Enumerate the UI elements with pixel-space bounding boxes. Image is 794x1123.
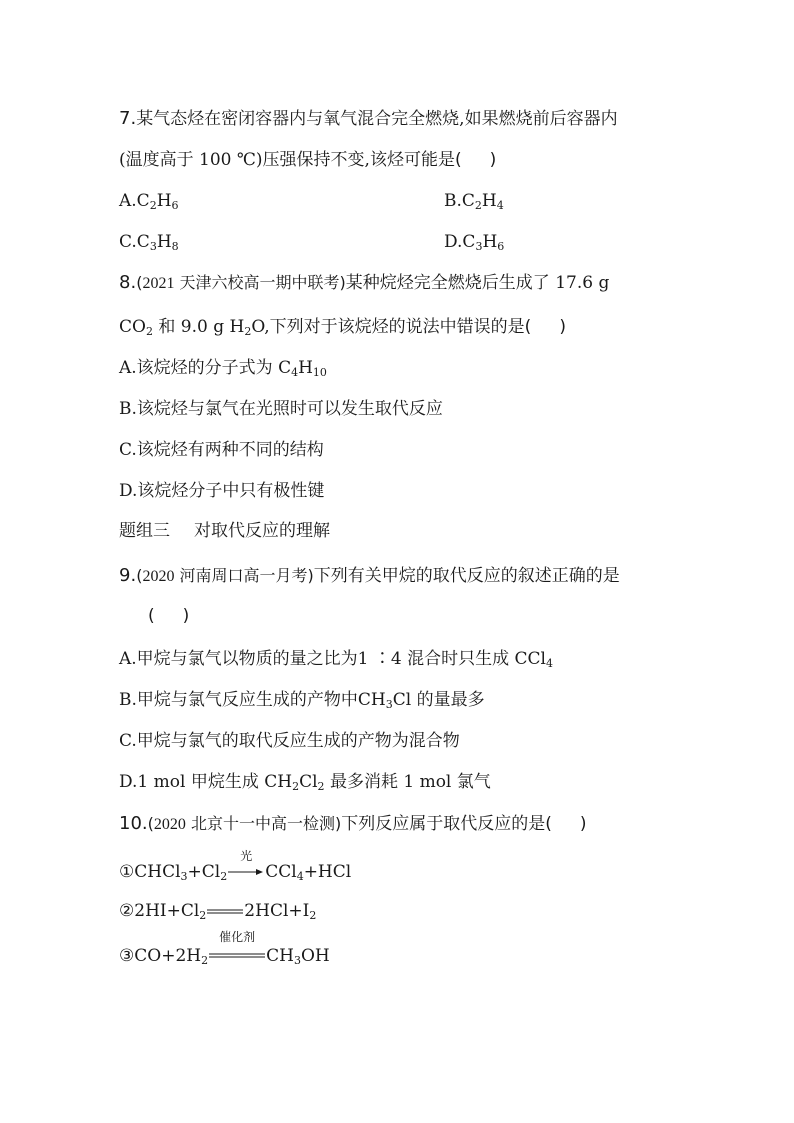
q7-stem-text2: (温度高于 100 ℃)压强保持不变,该烃可能是: [119, 150, 455, 170]
q8-stem-text1: 某种烷烃完全燃烧后生成了 17.6 g: [345, 273, 610, 293]
q7-option-b: $B.C_2H_4$: [444, 191, 504, 212]
q9-source: (2020 河南周口高一月考): [136, 566, 314, 585]
answer-paren-close: ): [559, 317, 566, 337]
reaction-2-right: $2HCl+I_2$: [244, 901, 317, 922]
q9-option-b: B.甲烷与氯气反应生成的产物中$CH_3Cl$ 的量最多: [119, 690, 485, 711]
q8-number: 8.: [119, 272, 137, 293]
reaction-1-right: CCl$_4$+HCl: [265, 862, 352, 883]
reaction-1-left: $CHCl_3+Cl_2$: [134, 862, 228, 883]
q7-option-d: $D.C_3H_6$: [444, 232, 505, 253]
q9-option-d: D.1 mol 甲烷生成 $CH_2Cl_2$ 最多消耗 1 mol 氯气: [119, 772, 491, 793]
answer-paren-open: (: [454, 150, 462, 170]
reaction-3-marker: ③: [119, 946, 135, 966]
group-heading: [119, 520, 330, 542]
q7-stem-line2: [119, 149, 496, 171]
q8-option-b: B.该烷烃与氯气在光照时可以发生取代反应: [119, 399, 443, 419]
reaction-2-left: $2HI+Cl_2$: [134, 901, 207, 922]
q9-stem-line1: [119, 565, 620, 588]
q10-number: 10.: [119, 813, 148, 834]
q9-option-a: A.甲烷与氯气以物质的量之比为1 ∶4 混合时只生成 CCl$_4$: [119, 649, 553, 670]
reaction-equals-sign: [207, 900, 243, 922]
q7-option-c: $C.C_3H_8$: [119, 232, 179, 253]
answer-paren-open: (: [524, 317, 532, 337]
q7-options-row2: [119, 231, 505, 253]
reaction-2: [119, 900, 316, 922]
q7-number: 7.: [119, 108, 137, 129]
q9-option-c: C.甲烷与氯气的取代反应生成的产物为混合物: [119, 731, 460, 751]
q8-stem-line1: [119, 272, 609, 295]
q10-source: (2020 北京十一中高一检测): [147, 814, 342, 833]
answer-paren-close: ): [182, 606, 190, 626]
q8-stem-line2: $CO_2$ 和 9.0 g $H_2O$,下列对于该烷烃的说法中错误的是( ): [119, 317, 566, 338]
group-label: 题组三: [119, 521, 170, 541]
q8-source: (2021 天津六校高一期中联考): [136, 273, 346, 292]
q9-answer-line: [148, 605, 189, 627]
answer-paren-close: ): [579, 814, 587, 834]
reaction-1-marker: ①: [119, 862, 135, 882]
q9-stem-text: 下列有关甲烷的取代反应的叙述正确的是: [313, 566, 620, 586]
reaction-equals-sign-catalyst: [209, 930, 265, 967]
q7-stem-text1: 某气态烃在密闭容器内与氧气混合完全燃烧,如果燃烧前后容器内: [136, 109, 618, 129]
answer-paren-close: ): [489, 150, 497, 170]
reaction-condition-light: 光: [240, 849, 253, 863]
q7-stem-line1: [119, 108, 618, 130]
q9-number: 9.: [119, 565, 137, 586]
group-title: 对取代反应的理解: [194, 521, 330, 541]
reaction-3-right: $CH_3OH$: [266, 946, 330, 967]
reaction-1: [119, 849, 352, 883]
q8-option-d: D.该烷烃分子中只有极性键: [119, 481, 325, 501]
q8-option-c: C.该烷烃有两种不同的结构: [119, 440, 324, 460]
reaction-arrow: [228, 849, 264, 883]
q10-stem-line: [119, 813, 587, 836]
reaction-3-left: $CO+2H_2$: [134, 946, 209, 967]
reaction-condition-catalyst: 催化剂: [219, 930, 256, 944]
answer-paren-open: (: [148, 606, 155, 626]
reaction-3: [119, 930, 330, 967]
q8-option-a: A.该烷烃的分子式为 $C_4H_{10}$: [119, 358, 327, 379]
reaction-2-marker: ②: [119, 901, 135, 921]
q10-stem-text: 下列反应属于取代反应的是: [341, 814, 546, 834]
q7-option-a: $A.C_2H_6$: [119, 191, 179, 212]
answer-paren-open: (: [545, 814, 552, 834]
q7-options-row1: [119, 190, 504, 212]
